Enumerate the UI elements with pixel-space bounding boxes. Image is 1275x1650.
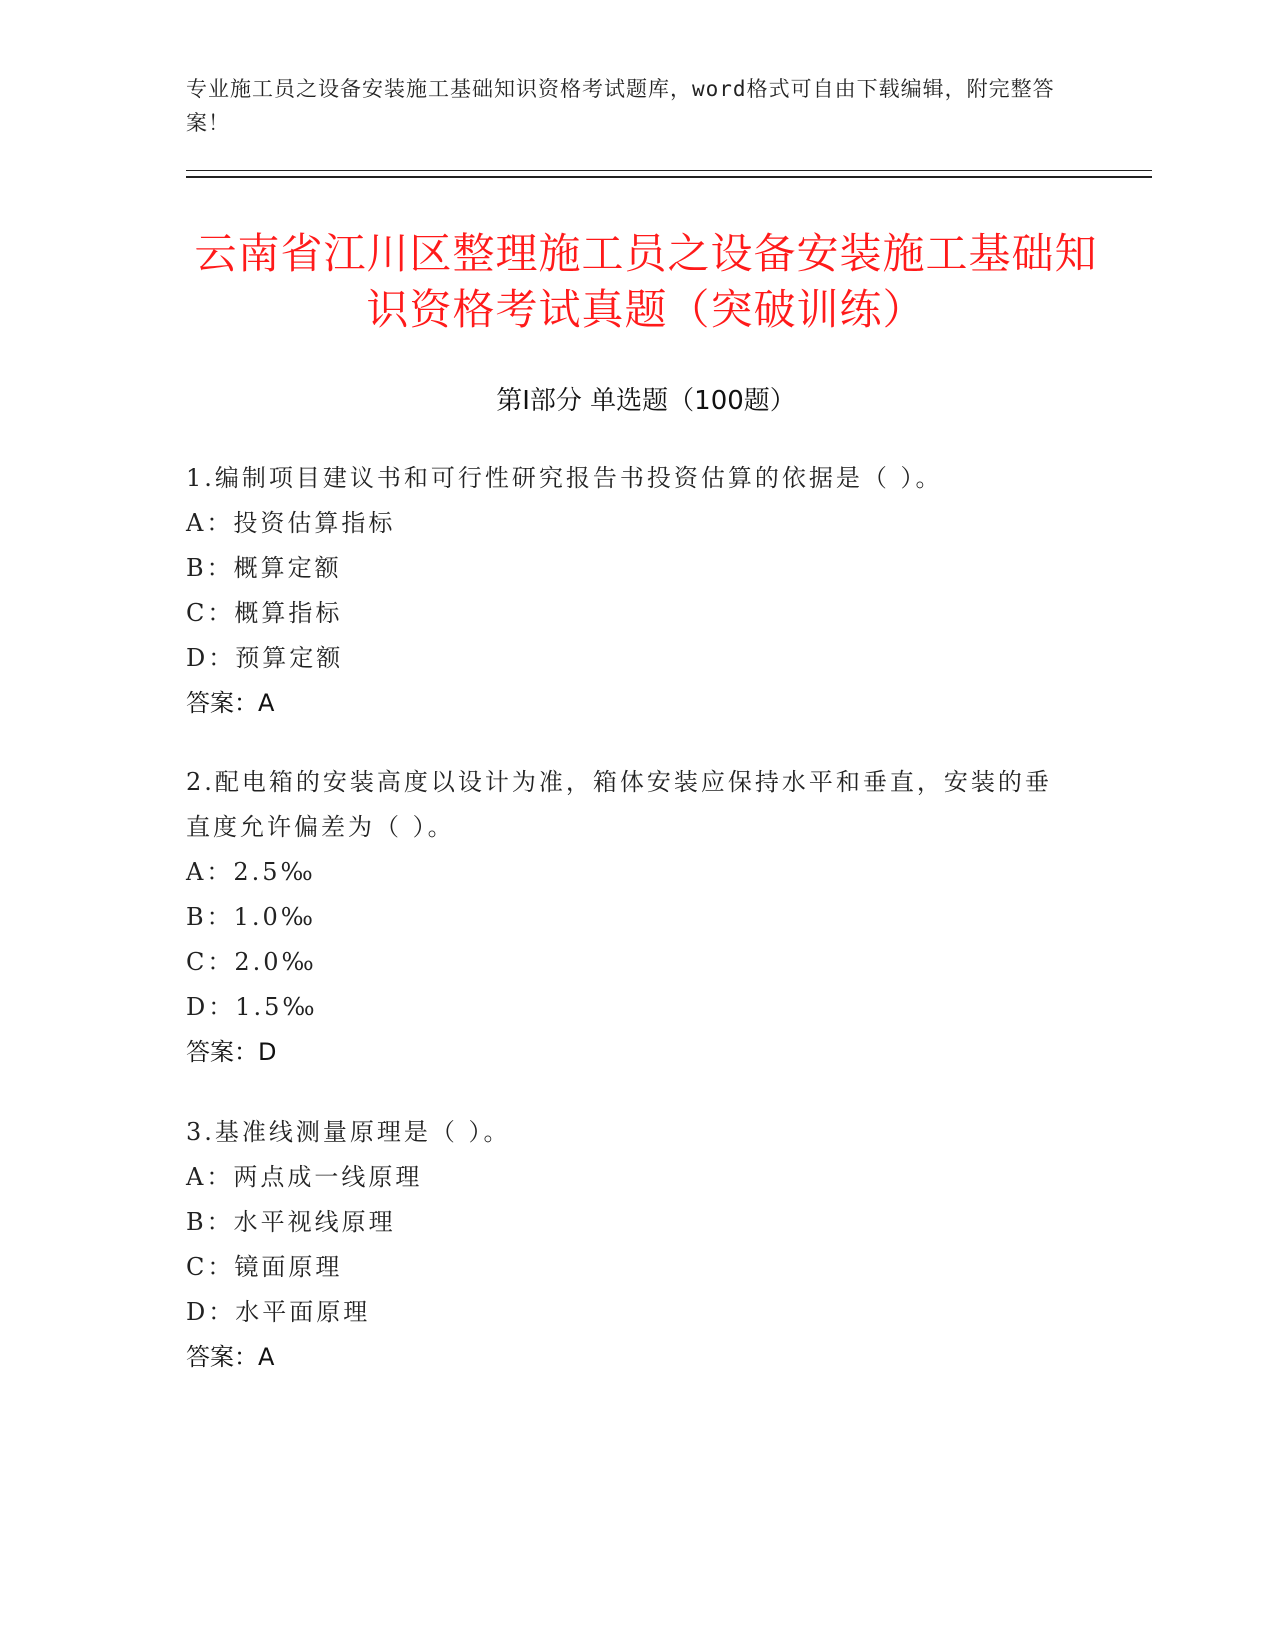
answer: 答案：A (186, 689, 275, 717)
question-3 (186, 1110, 1066, 1380)
question-2 (186, 760, 1066, 1075)
option-c: C：概算指标 (186, 599, 343, 627)
header-divider-thick (186, 176, 1152, 178)
header-divider-thin (186, 170, 1152, 171)
option-a: A：两点成一线原理 (186, 1163, 423, 1191)
question-stem: 3.基准线测量原理是（ ）。 (186, 1118, 511, 1146)
answer: 答案：A (186, 1343, 275, 1371)
header-note: 专业施工员之设备安装施工基础知识资格考试题库，word格式可自由下载编辑，附完整答案！ (186, 77, 1055, 135)
answer: 答案：D (186, 1038, 277, 1066)
option-c: C：镜面原理 (186, 1253, 343, 1281)
option-c: C：2.0‰ (186, 948, 317, 976)
section-heading: 第Ⅰ部分 单选题（100题） (496, 386, 796, 416)
question-1 (186, 456, 1066, 726)
option-b: B：概算定额 (186, 554, 342, 582)
question-stem: 1.编制项目建议书和可行性研究报告书投资估算的依据是（ ）。 (186, 464, 943, 492)
option-d: D：预算定额 (186, 644, 344, 672)
option-b: B：1.0‰ (186, 903, 317, 931)
option-b: B：水平视线原理 (186, 1208, 396, 1236)
option-d: D：1.5‰ (186, 993, 318, 1021)
question-stem: 2.配电箱的安装高度以设计为准，箱体安装应保持水平和垂直，安装的垂直度允许偏差为（ ）。 (186, 768, 1052, 841)
option-a: A：2.5‰ (186, 858, 316, 886)
document-title: 云南省江川区整理施工员之设备安装施工基础知识资格考试真题（突破训练） (194, 229, 1098, 334)
option-d: D：水平面原理 (186, 1298, 371, 1326)
option-a: A：投资估算指标 (186, 509, 396, 537)
